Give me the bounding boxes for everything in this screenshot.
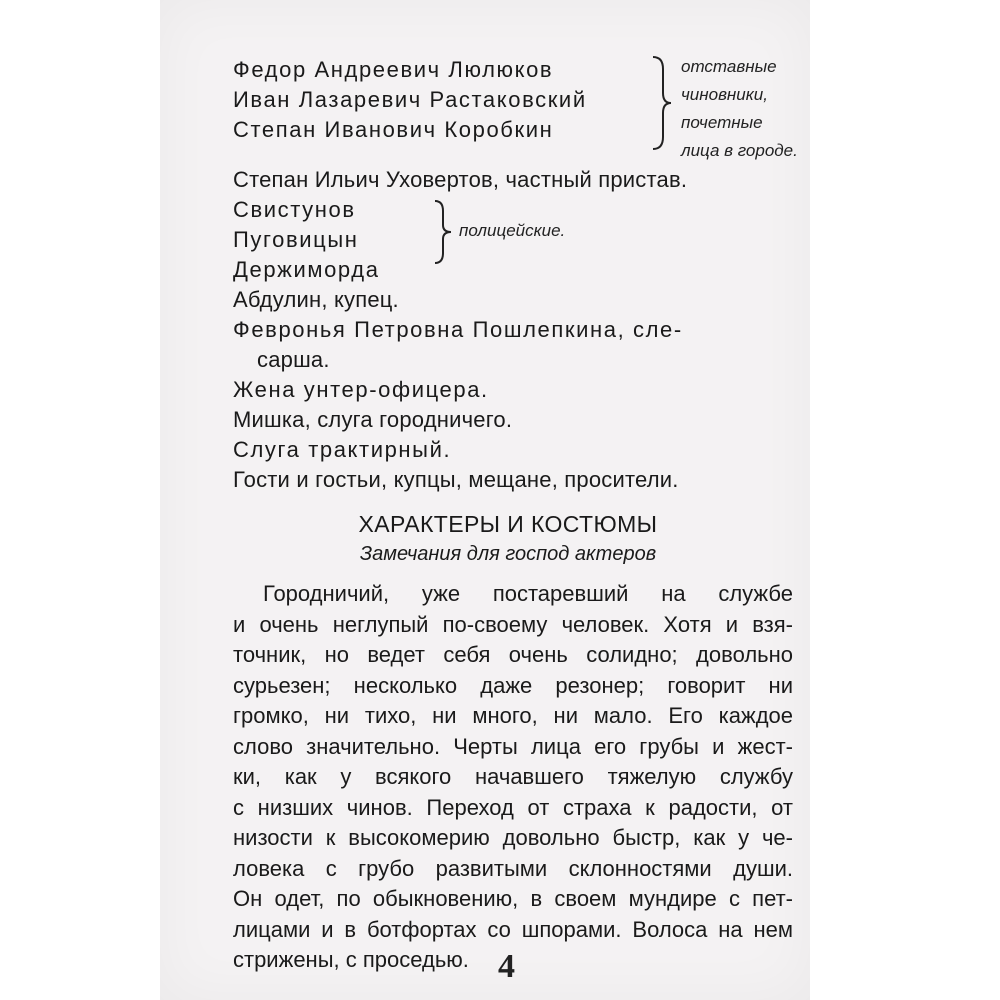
section-heading: ХАРАКТЕРЫ И КОСТЮМЫ	[358, 511, 658, 537]
right-brace-icon	[651, 55, 673, 151]
body-paragraph	[233, 579, 793, 976]
cast-entry: Слуга трактирный.	[233, 437, 452, 462]
police-group	[233, 195, 793, 285]
cast-entry: Мишка, слуга городничего.	[233, 407, 513, 432]
section-subheading: Замечания для господ актеров	[359, 543, 657, 565]
paragraph-line: лицами и в ботфортах со шпорами. Волоса на нем	[233, 916, 793, 942]
cast-entry: Степан Иванович Коробкин	[233, 117, 554, 142]
cast-entry: Жена унтер-офицера.	[233, 377, 489, 402]
paragraph-line: низости к высокомерию довольно быстр, как у че-	[233, 825, 793, 850]
cast-entry: Пуговицын	[233, 227, 359, 252]
note-line: чиновники,	[681, 85, 768, 104]
page-content	[233, 55, 798, 976]
paragraph-line: слово значительно. Черты лица его грубы и жест-	[233, 733, 793, 759]
cast-entry: Февронья Петровна Пошлепкина, сле-	[233, 317, 683, 342]
paragraph-line: с низших чинов. Переход от страха к радости, от	[233, 794, 793, 820]
police-note: полицейские.	[459, 221, 566, 240]
paragraph-line: стрижены, с проседью.	[233, 947, 469, 972]
right-brace-icon	[433, 199, 453, 265]
note-line: почетные	[681, 113, 763, 132]
page-number: 4	[498, 948, 515, 985]
note-line: лица в городе.	[681, 141, 798, 160]
paragraph-line: точник, но ведет себя очень солидно; довольно	[233, 642, 793, 667]
retired-officials-group	[233, 55, 798, 160]
retired-officials-note	[681, 53, 831, 165]
cast-entry: Держиморда	[233, 257, 380, 282]
cast-entry: Иван Лазаревич Растаковский	[233, 87, 587, 112]
cast-entry: Гости и гостьи, купцы, мещане, просители.	[233, 467, 679, 492]
paragraph-line: Он одет, по обыкновению, в своем мундире с пет-	[233, 886, 793, 911]
note-line: отставные	[681, 57, 777, 76]
cast-entry: Абдулин, купец.	[233, 287, 399, 312]
cast-entry: сарша.	[257, 347, 330, 372]
paragraph-line: сурьезен; несколько даже резонер; говорит ни	[233, 672, 793, 698]
paragraph-line: и очень неглупый по-своему человек. Хотя и взя-	[233, 611, 793, 637]
paragraph-line: громко, ни тихо, ни много, ни мало. Его каждое	[233, 703, 793, 728]
cast-entry: Свистунов	[233, 197, 356, 222]
paragraph-line: ки, как у всякого начавшего тяжелую службу	[233, 764, 793, 789]
cast-entry: Федор Андреевич Люлюков	[233, 57, 554, 82]
paragraph-line: Городничий, уже постаревший на службе	[263, 581, 793, 606]
cast-entry: Степан Ильич Уховертов, частный пристав.	[233, 167, 688, 192]
paragraph-line: ловека с грубо развитыми склонностями души.	[233, 855, 793, 881]
